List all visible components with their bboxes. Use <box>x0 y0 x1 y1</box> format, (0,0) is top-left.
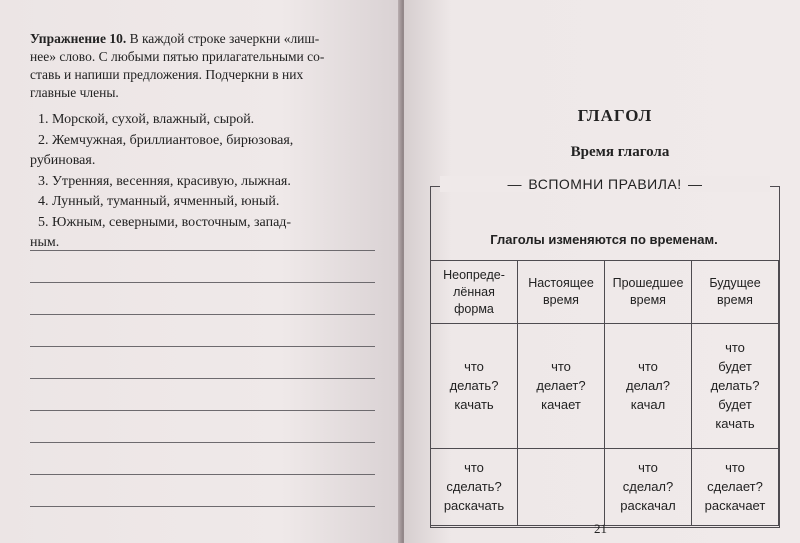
table-cell-empty <box>518 448 605 525</box>
cell-text: что <box>464 359 484 375</box>
exercise-item-5: 5. Южным, северными, восточным, запад- <box>38 214 292 230</box>
cell-text: будет <box>718 359 752 375</box>
header-text: время <box>717 293 753 307</box>
exercise-item-2-cont: рубиновая. <box>30 153 96 168</box>
cell-text: делать? <box>710 378 760 394</box>
exercise-text-2: нее» слово. С любыми пятью прилагательными со- <box>30 49 325 64</box>
exercise-instructions <box>30 30 370 102</box>
table-header-row <box>431 261 779 324</box>
cell-text: раскачает <box>704 498 766 514</box>
writing-line <box>30 250 375 251</box>
header-past <box>605 261 692 324</box>
cell-text: качал <box>630 397 666 413</box>
cell-text: что <box>638 359 658 375</box>
exercise-heading: Упражнение 10. <box>30 31 127 46</box>
cell-text: что <box>638 460 658 476</box>
table-cell <box>692 448 779 525</box>
exercise-item-4: 4. Лунный, туманный, ячменный, юный. <box>38 194 280 209</box>
header-text: время <box>543 293 579 307</box>
writing-line <box>30 282 375 283</box>
cell-text: что <box>551 359 571 375</box>
cell-text: качать <box>715 416 755 432</box>
writing-line <box>30 378 375 379</box>
cell-text: качать <box>454 397 494 413</box>
exercise-text-4: главные члены. <box>30 85 119 100</box>
header-present <box>518 261 605 324</box>
rule-box-title: — ВСПОМНИ ПРАВИЛА! — <box>440 176 770 192</box>
rule-box-title-text: ВСПОМНИ ПРАВИЛА! <box>528 176 682 192</box>
header-infinitive <box>431 261 518 324</box>
header-text: Будущее <box>709 276 761 290</box>
table-cell <box>692 324 779 449</box>
writing-line <box>30 314 375 315</box>
exercise-items <box>30 110 375 254</box>
cell-text: будет <box>718 397 752 413</box>
header-text: время <box>630 293 666 307</box>
writing-line <box>30 474 375 475</box>
cell-text: делает? <box>536 378 586 394</box>
cell-text: что <box>725 340 745 356</box>
writing-line <box>30 442 375 443</box>
table-cell <box>605 448 692 525</box>
cell-text: что <box>725 460 745 476</box>
header-text: Неопреде- <box>443 267 505 282</box>
exercise-item-3: 3. Утренняя, весенняя, красивую, лыжная. <box>38 173 291 189</box>
exercise-text-3: ставь и напиши предложения. Подчеркни в них <box>30 67 304 82</box>
cell-text: делать? <box>449 378 499 394</box>
exercise-item-5-cont: ным. <box>30 235 60 250</box>
table-cell <box>431 324 518 449</box>
cell-text: делал? <box>625 378 670 394</box>
cell-text: раскачать <box>443 498 505 514</box>
verb-tense-table <box>430 260 779 526</box>
exercise-item-1: 1. Морской, сухой, влажный, сырой. <box>38 112 255 127</box>
writing-line <box>30 506 375 507</box>
writing-line <box>30 410 375 411</box>
section-heading: ГЛАГОЛ <box>577 106 653 125</box>
table-row <box>431 324 779 449</box>
cell-text: сделает? <box>707 479 763 495</box>
header-text: лённая <box>453 284 495 299</box>
cell-text: сделал? <box>622 479 674 495</box>
writing-line <box>30 346 375 347</box>
cell-text: что <box>464 460 484 476</box>
cell-text: качает <box>541 397 581 413</box>
table-cell <box>518 324 605 449</box>
header-future <box>692 261 779 324</box>
table-row <box>431 448 779 525</box>
page-number: 21 <box>594 521 607 536</box>
header-text: Настоящее <box>528 276 594 290</box>
table-cell <box>431 448 518 525</box>
section-subheading: Время глагола <box>570 144 670 160</box>
rule-text: Глаголы изменяются по временам. <box>490 232 718 247</box>
exercise-text-1: В каждой строке зачеркни «лиш- <box>129 31 320 46</box>
exercise-item-2: 2. Жемчужная, бриллиантовое, бирюзовая, <box>38 132 294 148</box>
header-text: Прошедшее <box>612 276 684 290</box>
cell-text: раскачал <box>620 498 676 514</box>
cell-text: сделать? <box>446 479 502 495</box>
table-cell <box>605 324 692 449</box>
header-text: форма <box>454 301 494 316</box>
